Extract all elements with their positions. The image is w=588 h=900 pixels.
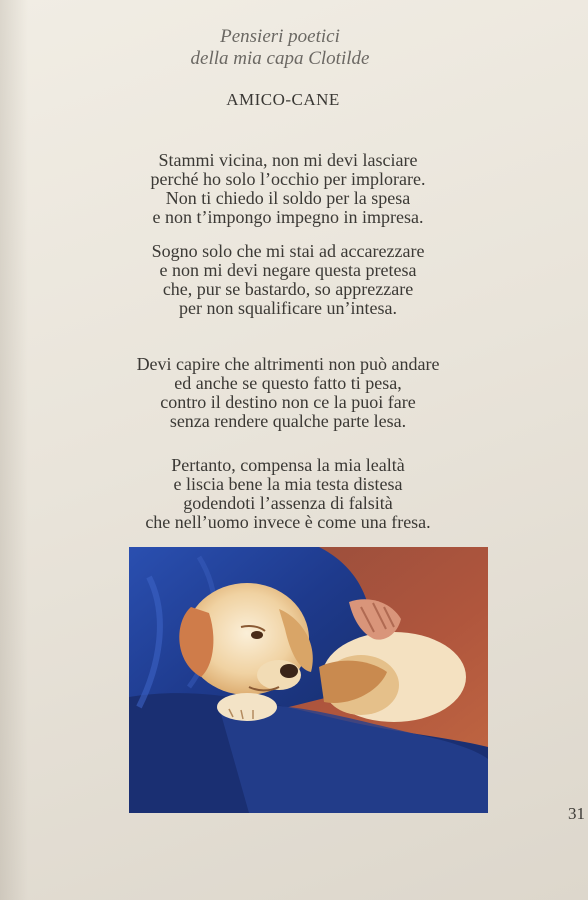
poem-line: Sogno solo che mi stai ad accarezzare <box>151 241 425 261</box>
header-line-2: della mia capa Clotilde <box>190 48 370 69</box>
stanza-3 <box>0 355 576 431</box>
poem-line: per non squalificare un’intesa. <box>179 298 397 318</box>
puppy-painting-illustration <box>129 547 488 813</box>
stanza-4 <box>0 456 576 532</box>
poem-line: che nell’uomo invece è come una fresa. <box>145 512 431 532</box>
poem-title: AMICO-CANE <box>226 90 340 109</box>
header-line-1: Pensieri poetici <box>220 26 340 47</box>
page-number: 31 <box>568 804 585 823</box>
page-edge-shadow <box>0 0 28 900</box>
stanza-1 <box>0 151 576 227</box>
poem-line: Devi capire che altrimenti non può andare <box>136 354 440 374</box>
poem-line: godendoti l’assenza di falsità <box>183 493 393 513</box>
poem-line: ed anche se questo fatto ti pesa, <box>174 373 402 393</box>
poem-line: Stammi vicina, non mi devi lasciare <box>158 150 418 170</box>
stanza-2 <box>0 242 576 318</box>
poem-line: che, pur se bastardo, so apprezzare <box>162 279 414 299</box>
poem-line: Non ti chiedo il soldo per la spesa <box>165 188 411 208</box>
poem-line: senza rendere qualche parte lesa. <box>169 411 407 431</box>
poem-line: Pertanto, compensa la mia lealtà <box>171 455 405 475</box>
poem-line: e liscia bene la mia testa distesa <box>173 474 403 494</box>
poem-line: e non t’impongo impegno in impresa. <box>152 207 424 227</box>
puppy-painting <box>129 547 488 813</box>
poem-line: contro il destino non ce la puoi fare <box>160 392 416 412</box>
book-header <box>0 26 560 70</box>
poem-line: perché ho solo l’occhio per implorare. <box>150 169 426 189</box>
poem-line: e non mi devi negare questa pretesa <box>159 260 417 280</box>
